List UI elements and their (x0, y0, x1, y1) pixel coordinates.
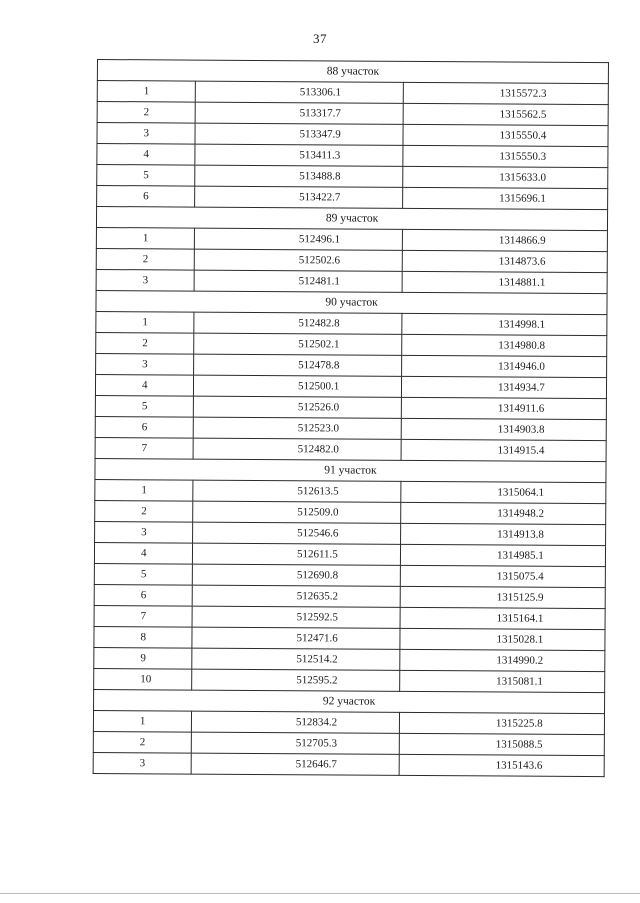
point-number-cell: 1 (96, 311, 194, 333)
y-coordinate-cell: 1315550.4 (403, 124, 608, 146)
x-coordinate-cell: 512500.1 (193, 375, 401, 397)
x-coordinate-cell: 512646.7 (191, 753, 399, 775)
x-coordinate-cell: 512611.5 (192, 543, 400, 565)
x-coordinate-cell: 512635.2 (192, 585, 400, 607)
y-coordinate-cell: 1314990.2 (400, 649, 605, 671)
y-coordinate-cell: 1314915.4 (401, 439, 606, 461)
point-number-cell: 1 (95, 479, 193, 501)
x-coordinate-cell: 513411.3 (195, 144, 403, 166)
coordinates-table-container (93, 59, 609, 777)
point-number-cell: 2 (93, 731, 191, 753)
y-coordinate-cell: 1315088.5 (399, 733, 604, 755)
y-coordinate-cell: 1314946.0 (402, 355, 607, 377)
y-coordinate-cell: 1315028.1 (400, 628, 605, 650)
x-coordinate-cell: 512496.1 (194, 228, 402, 250)
section-title: 88 участок (97, 60, 608, 84)
point-number-cell: 6 (95, 416, 193, 438)
y-coordinate-cell: 1315550.3 (403, 145, 608, 167)
x-coordinate-cell: 512595.2 (192, 669, 400, 691)
page-bottom-divider (0, 893, 640, 894)
point-number-cell: 4 (97, 144, 195, 166)
point-number-cell: 3 (96, 269, 194, 291)
point-number-cell: 5 (94, 563, 192, 585)
point-number-cell: 3 (95, 521, 193, 543)
point-number-cell: 10 (94, 668, 192, 690)
x-coordinate-cell: 513317.7 (195, 102, 403, 124)
x-coordinate-cell: 512546.6 (193, 522, 401, 544)
point-number-cell: 4 (95, 374, 193, 396)
x-coordinate-cell: 512471.6 (192, 627, 400, 649)
x-coordinate-cell: 512523.0 (193, 417, 401, 439)
x-coordinate-cell: 513488.8 (195, 165, 403, 187)
y-coordinate-cell: 1315164.1 (400, 607, 605, 629)
coordinates-table (93, 59, 609, 777)
y-coordinate-cell: 1315125.9 (400, 586, 605, 608)
point-number-cell: 1 (93, 710, 191, 732)
point-number-cell: 3 (93, 752, 191, 774)
y-coordinate-cell: 1315064.1 (401, 481, 606, 503)
x-coordinate-cell: 512482.0 (193, 438, 401, 460)
point-number-cell: 2 (95, 500, 193, 522)
x-coordinate-cell: 512502.1 (194, 333, 402, 355)
point-number-cell: 8 (94, 626, 192, 648)
point-number-cell: 4 (94, 542, 192, 564)
y-coordinate-cell: 1314866.9 (402, 229, 607, 251)
point-number-cell: 2 (96, 248, 194, 270)
x-coordinate-cell: 512613.5 (193, 480, 401, 502)
x-coordinate-cell: 512502.6 (194, 249, 402, 271)
x-coordinate-cell: 512705.3 (191, 732, 399, 754)
point-number-cell: 7 (94, 605, 192, 627)
y-coordinate-cell: 1315075.4 (400, 565, 605, 587)
point-number-cell: 1 (96, 227, 194, 249)
y-coordinate-cell: 1315143.6 (399, 754, 604, 776)
point-number-cell: 6 (94, 584, 192, 606)
y-coordinate-cell: 1314998.1 (402, 313, 607, 335)
y-coordinate-cell: 1314980.8 (402, 334, 607, 356)
y-coordinate-cell: 1315572.3 (403, 82, 608, 104)
point-number-cell: 9 (94, 647, 192, 669)
section-title: 89 участок (96, 207, 607, 231)
y-coordinate-cell: 1314985.1 (400, 544, 605, 566)
y-coordinate-cell: 1314873.6 (402, 250, 607, 272)
x-coordinate-cell: 512834.2 (191, 711, 399, 733)
y-coordinate-cell: 1314903.8 (401, 418, 606, 440)
x-coordinate-cell: 512526.0 (193, 396, 401, 418)
x-coordinate-cell: 512690.8 (192, 564, 400, 586)
y-coordinate-cell: 1314934.7 (401, 376, 606, 398)
x-coordinate-cell: 512481.1 (194, 270, 402, 292)
section-title: 92 участок (94, 689, 605, 713)
x-coordinate-cell: 512514.2 (192, 648, 400, 670)
x-coordinate-cell: 513306.1 (195, 81, 403, 103)
point-number-cell: 3 (97, 123, 195, 145)
y-coordinate-cell: 1315562.5 (403, 103, 608, 125)
x-coordinate-cell: 513347.9 (195, 123, 403, 145)
table-row (93, 752, 604, 776)
x-coordinate-cell: 512592.5 (192, 606, 400, 628)
y-coordinate-cell: 1314911.6 (401, 397, 606, 419)
y-coordinate-cell: 1314881.1 (402, 271, 607, 293)
point-number-cell: 1 (97, 81, 195, 103)
y-coordinate-cell: 1314913.8 (401, 523, 606, 545)
x-coordinate-cell: 512478.8 (194, 354, 402, 376)
y-coordinate-cell: 1315696.1 (403, 187, 608, 209)
point-number-cell: 2 (97, 102, 195, 124)
y-coordinate-cell: 1315633.0 (403, 166, 608, 188)
point-number-cell: 5 (97, 165, 195, 187)
section-title: 90 участок (96, 290, 607, 314)
point-number-cell: 5 (95, 395, 193, 417)
y-coordinate-cell: 1315225.8 (399, 712, 604, 734)
coordinates-table-body (93, 60, 608, 777)
x-coordinate-cell: 512482.8 (194, 312, 402, 334)
point-number-cell: 2 (96, 332, 194, 354)
page-number: 37 (313, 31, 327, 46)
y-coordinate-cell: 1314948.2 (401, 502, 606, 524)
y-coordinate-cell: 1315081.1 (400, 670, 605, 692)
point-number-cell: 3 (96, 353, 194, 375)
x-coordinate-cell: 512509.0 (193, 501, 401, 523)
x-coordinate-cell: 513422.7 (195, 186, 403, 208)
point-number-cell: 6 (97, 186, 195, 208)
point-number-cell: 7 (95, 437, 193, 459)
section-title: 91 участок (95, 458, 606, 482)
